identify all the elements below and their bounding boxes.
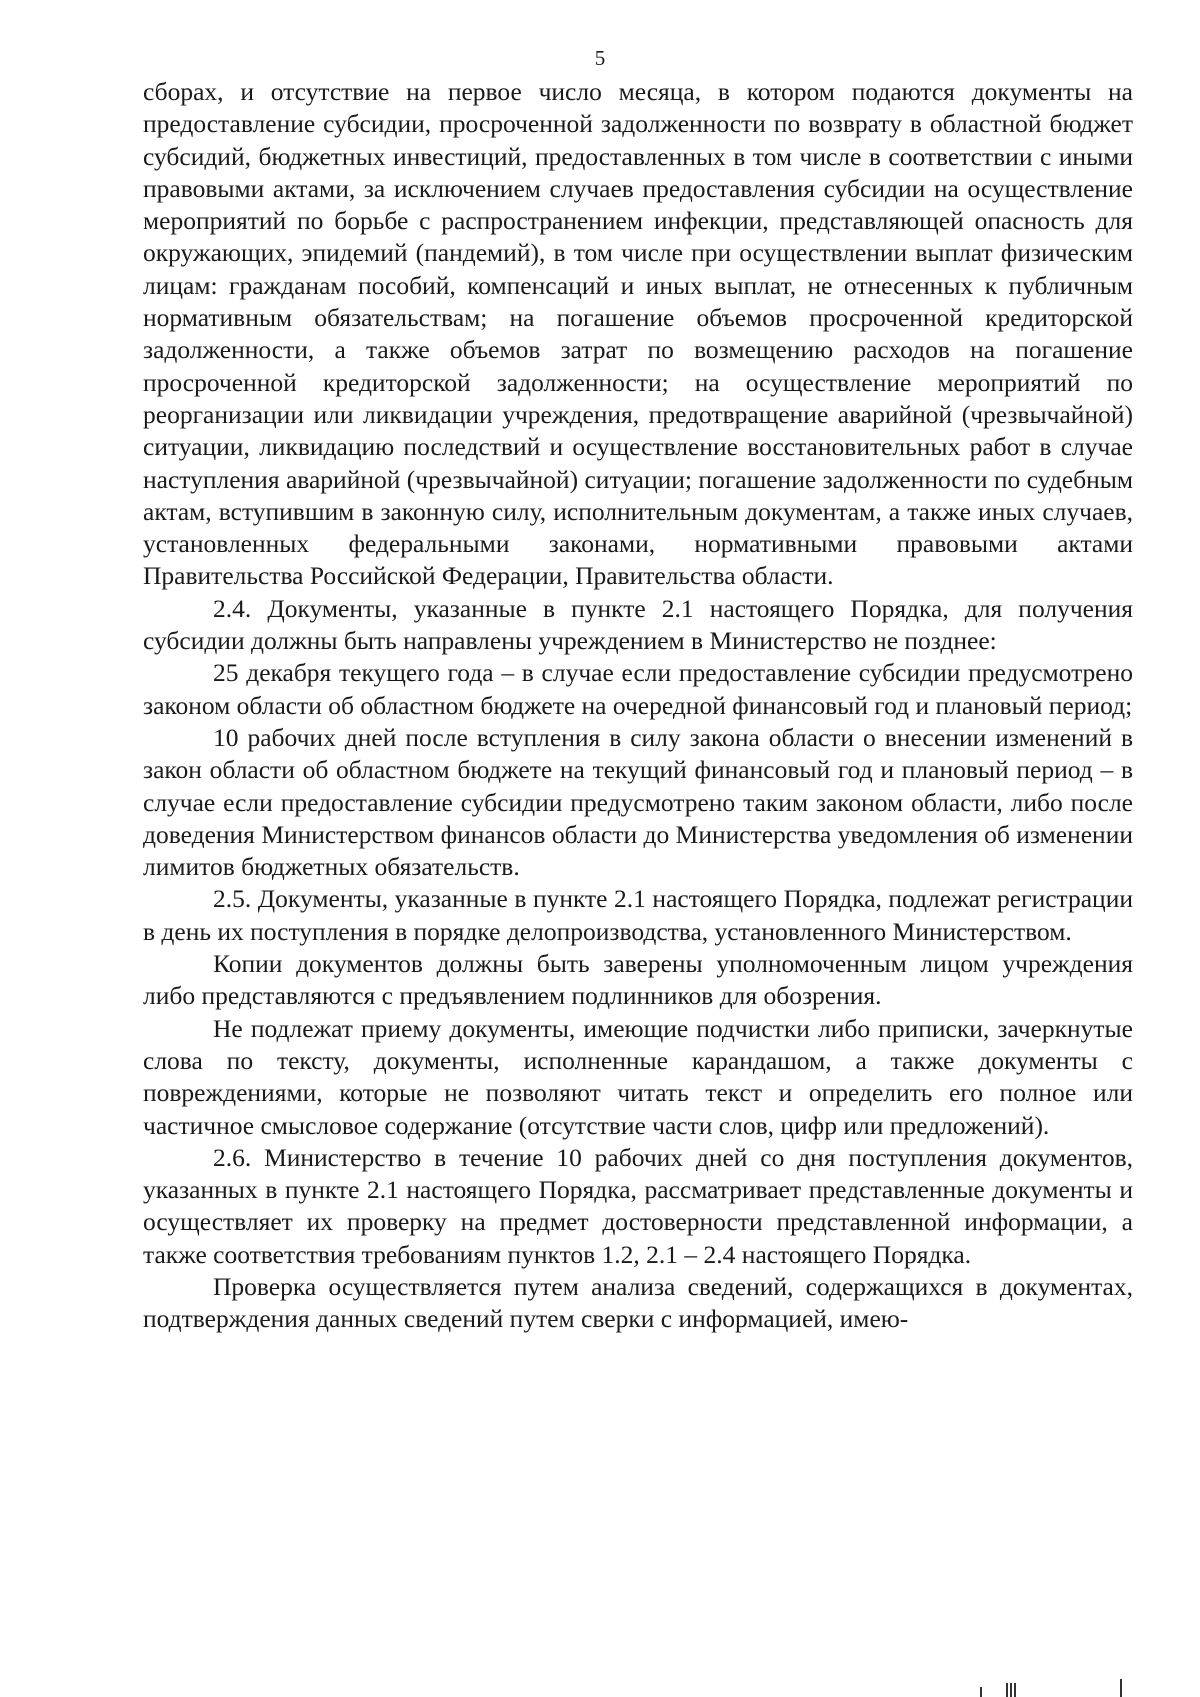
scan-mark xyxy=(980,1687,982,1697)
document-body xyxy=(143,76,1133,1336)
paragraph-continuation: сборах, и отсутствие на первое число месяца, в котором подаются документы на предоставление субсидии, просроченной задолженности по возврату в областной бюджет субсидий, бюджетных инвестиций, предоставленных в том числе в соответствии с иными правовыми актами, за исключением случаев предоставления субсидии на осуществление мероприятий по борьбе с распространением инфекции, представляющей опасность для окружающих, эпидемий (пандемий), в том числе при осуществлении выплат физическим лицам: гражданам пособий, компенсаций и иных выплат, не отнесенных к публичным нормативным обязательствам; на погашение объемов просроченной кредиторской задолженности, а также объемов затрат по возмещению расходов на погашение просроченной кредиторской задолженности; на осуществление мероприятий по реорганизации или ликвидации учреждения, предотвращение аварийной (чрезвычайной) ситуации, ликвидацию последствий и осуществление восстановительных работ в случае наступления аварийной (чрезвычайной) ситуации; погашение задолженности по судебным актам, вступившим в законную силу, исполнительным документам, а также иных случаев, установленных федеральными законами, нормативными правовыми актами Правительства Российской Федерации, Правительства области. xyxy=(143,77,1133,591)
paragraph-2-4: 2.4. Документы, указанные в пункте 2.1 настоящего Порядка, для получения субсидии должны быть направлены учреждением в Министерство не позднее: xyxy=(143,593,1133,656)
page-number: 5 xyxy=(594,46,606,70)
scan-mark xyxy=(1010,1683,1012,1697)
paragraph-2-6: 2.6. Министерство в течение 10 рабочих дней со дня поступления документов, указанных в пункте 2.1 настоящего Порядка, рассматривает представленные документы и осуществляет их проверку на предмет достоверности представленной информации, а также соответствия требованиям пунктов 1.2, 2.1 – 2.4 настоящего Порядка. xyxy=(143,1142,1133,1269)
paragraph-2-5: 2.5. Документы, указанные в пункте 2.1 настоящего Порядка, подлежат регистрации в день их поступления в порядке делопроизводства, установленного Министерством. xyxy=(143,884,1133,946)
scan-mark xyxy=(1014,1683,1016,1697)
scan-mark xyxy=(1006,1683,1008,1697)
scan-mark xyxy=(1120,1679,1122,1697)
paragraph-not-accepted: Не подлежат приему документы, имеющие подчистки либо приписки, зачеркнутые слова по тексту, документы, исполненные карандашом, а также документы с повреждениями, которые не позволяют читать текст и определить его полное или частичное смысловое содержание (отсутствие части слов, цифр или предложений). xyxy=(143,1013,1133,1140)
scan-marks xyxy=(970,1675,1130,1697)
paragraph-verification: Проверка осуществляется путем анализа сведений, содержащихся в документах, подтверждения данных сведений путем сверки с информацией, имею- xyxy=(143,1271,1133,1334)
paragraph-copies: Копии документов должны быть заверены уполномоченным лицом учреждения либо представляются с предъявлением подлинников для обозрения. xyxy=(143,949,1133,1011)
paragraph-deadline-10-days: 10 рабочих дней после вступления в силу закона области о внесении изменений в закон области об областном бюджете на текущий финансовый год и плановый период – в случае если предоставление субсидии предусмотрено таким законом области, либо после доведения Министерством финансов области до Министерства уведомления об изменении лимитов бюджетных обязательств. xyxy=(143,722,1133,882)
paragraph-deadline-december: 25 декабря текущего года – в случае если предоставление субсидии предусмотрено законом области об областном бюджете на очередной финансовый год и плановый период; xyxy=(143,658,1133,720)
